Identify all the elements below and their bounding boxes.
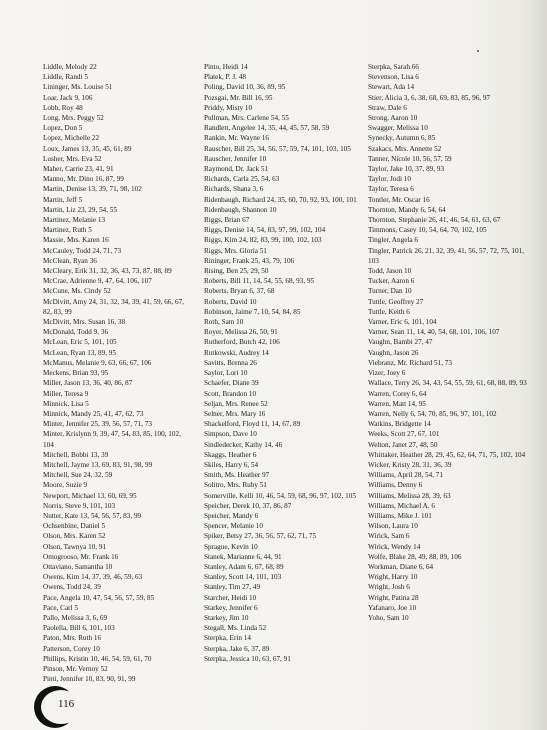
index-entry: Starkey, Jim 10 bbox=[204, 613, 249, 622]
speck-mark bbox=[477, 50, 479, 52]
index-entry: Riggs, Kim 24, 82, 83, 99, 100, 102, 103 bbox=[204, 236, 322, 245]
index-entry: Turner, Dan 10 bbox=[368, 287, 412, 296]
index-entry: Thornton, Stephanie 26, 41, 46, 54, 61, 63, 67 bbox=[368, 216, 501, 225]
index-entry: Olson, Tawnya 10, 91 bbox=[43, 542, 107, 551]
index-entry: Warren, Matt 14, 95 bbox=[368, 399, 426, 408]
index-entry: Richards, Shana 3, 6 bbox=[204, 185, 264, 194]
index-entry: Vaughn, Jason 26 bbox=[368, 348, 419, 357]
index-entry: Owens, Kim 14, 37, 39, 46, 59, 63 bbox=[43, 573, 143, 582]
index-entry: Norris, Steve 9, 101, 103 bbox=[43, 501, 116, 510]
index-entry: Loar, Jack 9, 106 bbox=[43, 93, 93, 102]
index-entry: Martinez, Ruth 5 bbox=[43, 226, 92, 235]
index-column-2 bbox=[204, 62, 363, 664]
index-entry: Massie, Mrs. Karen 16 bbox=[43, 236, 109, 245]
index-entry: Roberts, Bryan 6, 37, 68 bbox=[204, 287, 275, 296]
index-entry: Royer, Melissa 26, 50, 91 bbox=[204, 328, 278, 337]
index-entry: Stanley, Scott 14, 101, 103 bbox=[204, 573, 282, 582]
index-entry: Schaefer, Diane 39 bbox=[204, 379, 259, 388]
index-entry: Martin, Jeff 5 bbox=[43, 195, 83, 204]
index-entry: Wright, Patina 28 bbox=[368, 593, 419, 602]
index-entry: McCleary, Erik 31, 32, 36, 43, 73, 87, 88, 89 bbox=[43, 267, 172, 276]
index-entry: Sterpka, Sarah 66 bbox=[368, 63, 419, 71]
index-entry: Tanner, Nicole 10, 56, 57, 59 bbox=[368, 154, 452, 163]
index-column-1 bbox=[43, 62, 193, 684]
index-entry: Minnick, Lisa 5 bbox=[43, 399, 89, 408]
index-entry: Workman, Diane 6, 64 bbox=[368, 562, 434, 571]
index-entry: Paton, Mrs. Ruth 16 bbox=[43, 634, 102, 643]
index-entry: Pullman, Mrs. Carlene 54, 55 bbox=[204, 114, 289, 123]
index-entry: Saylor, Lori 10 bbox=[204, 369, 248, 378]
index-entry: Meckens, Brian 93, 95 bbox=[43, 369, 109, 378]
index-entry: Williams, Melissa 28, 39, 63 bbox=[368, 491, 451, 500]
index-entry: Stanley, Tim 27, 49 bbox=[204, 583, 261, 592]
index-entry: Minter, Krislynn 9, 39, 47, 54, 83, 85, 100, 102, 104 bbox=[43, 430, 181, 449]
index-entry: Ridenbaugh, Shannon 10 bbox=[204, 205, 277, 214]
index-entry: Wallace, Terry 26, 34, 43, 54, 55, 59, 61, 68, 88, 89, 93 bbox=[368, 379, 527, 388]
index-entry: Skiles, Harry 6, 54 bbox=[204, 460, 259, 469]
index-entry: Stegall, Ms. Linda 52 bbox=[204, 624, 267, 633]
index-entry: Sterpka, Erin 14 bbox=[204, 634, 251, 643]
index-entry: Lopez, Michelle 22 bbox=[43, 134, 100, 143]
index-entry: Lininger, Ms. Louise 51 bbox=[43, 83, 113, 92]
index-entry: Stanek, Marianne 6, 44, 91 bbox=[204, 552, 282, 561]
index-entry: Robinson, Jaime 7, 10, 54, 84, 85 bbox=[204, 307, 301, 316]
index-entry: Rauscher, Bill 25, 34, 56, 57, 59, 74, 101, 103, 105 bbox=[204, 144, 351, 153]
index-entry: Sterpka, Jessica 10, 63, 67, 91 bbox=[204, 654, 291, 663]
index-entry: Poling, David 10, 36, 89, 95 bbox=[204, 83, 286, 92]
index-entry: Williams, Denny 6 bbox=[368, 481, 423, 490]
index-entry: Warren, Corey 6, 64 bbox=[368, 389, 427, 398]
index-entry: Starkey, Jennifer 6 bbox=[204, 603, 258, 612]
index-entry: Vaughn, Bambi 27, 47 bbox=[368, 338, 433, 347]
index-entry: Pinson, Mr. Vernoy 52 bbox=[43, 664, 108, 673]
index-entry: Vizer, Joey 6 bbox=[368, 369, 406, 378]
index-entry: Rutherford, Butch 42, 106 bbox=[204, 338, 280, 347]
index-entry: Solitro, Mrs. Ruby 51 bbox=[204, 481, 267, 490]
index-entry: Phillips, Kristin 10, 46, 54, 59, 61, 70 bbox=[43, 654, 152, 663]
index-entry: Wicker, Kristy 28, 31, 36, 39 bbox=[368, 460, 452, 469]
index-entry: Manno, Mr. Dino 16, 87, 99 bbox=[43, 175, 124, 184]
index-column-3 bbox=[368, 62, 528, 623]
index-entry: Somerville, Kelli 10, 46, 54, 59, 68, 96, 97, 102, 105 bbox=[204, 491, 356, 500]
index-entry: Wolfe, Blake 28, 49, 88, 89, 106 bbox=[368, 552, 462, 561]
index-entry: Owens, Todd 24, 39 bbox=[43, 583, 101, 592]
index-entry: Mitchell, Sue 24, 32, 59 bbox=[43, 471, 113, 480]
index-entry: Roberts, Bill 11, 14, 54, 55, 68, 93, 95 bbox=[204, 277, 315, 286]
index-entry: Pinto, Heidi 14 bbox=[204, 63, 248, 71]
index-entry: Sprague, Kevin 10 bbox=[204, 542, 258, 551]
index-entry: Simpson, Dave 10 bbox=[204, 430, 257, 439]
index-entry: Raymond, Dr. Jack 51 bbox=[204, 165, 269, 174]
index-entry: Patterson, Corey 10 bbox=[43, 644, 100, 653]
index-entry: Ottaviano, Samantha 10 bbox=[43, 562, 113, 571]
index-entry: Williams, April 28, 54, 71 bbox=[368, 471, 443, 480]
index-entry: Tucker, Aaron 6 bbox=[368, 277, 415, 286]
index-entry: Nutter, Kate 13, 54, 56, 57, 83, 99 bbox=[43, 511, 142, 520]
index-entry: Paolella, Bill 6, 101, 103 bbox=[43, 624, 115, 633]
index-entry: Yoho, Sam 10 bbox=[368, 613, 409, 622]
index-entry: Tuttle, Geoffrey 27 bbox=[368, 297, 424, 306]
index-entry: Miller, Jason 13, 36, 40, 86, 87 bbox=[43, 379, 133, 388]
index-entry: Williams, Mike J. 101 bbox=[368, 511, 432, 520]
index-entry: Liddle, Randi 5 bbox=[43, 73, 88, 82]
index-entry: Speicher, Derek 10, 37, 86, 87 bbox=[204, 501, 292, 510]
index-entry: McLean, Eric 5, 101, 105 bbox=[43, 338, 117, 347]
index-entry: Roth, Sam 10 bbox=[204, 318, 244, 327]
index-entry: Yafanaro, Joe 10 bbox=[368, 603, 417, 612]
index-entry: Pinti, Jennifer 10, 83, 90, 91, 99 bbox=[43, 675, 136, 684]
index-entry: Watkins, Bridgette 14 bbox=[368, 420, 431, 429]
index-entry: Scott, Brandon 10 bbox=[204, 389, 257, 398]
index-entry: Rising, Ben 25, 29, 50 bbox=[204, 267, 269, 276]
index-entry: Sindledecker, Kathy 14, 46 bbox=[204, 440, 283, 449]
index-entry: Long, Mrs. Peggy 52 bbox=[43, 114, 104, 123]
index-entry: McDivitt, Amy 24, 31, 32, 34, 39, 41, 59, 66, 67, 82, 83, 99 bbox=[43, 297, 184, 316]
index-entry: Szakacs, Mrs. Annette 52 bbox=[368, 144, 442, 153]
page-number-badge bbox=[34, 686, 86, 726]
index-entry: Skaggs, Heather 6 bbox=[204, 450, 257, 459]
index-entry: Stewart, Ada 14 bbox=[368, 83, 415, 92]
index-entry: McLean, Ryan 13, 89, 95 bbox=[43, 348, 116, 357]
index-entry: Riggs, Denise 14, 54, 83, 97, 99, 102, 104 bbox=[204, 226, 326, 235]
index-entry: Rankin, Mr. Wayne 16 bbox=[204, 134, 269, 143]
index-entry: Starcher, Heidi 10 bbox=[204, 593, 257, 602]
index-entry: Wirick, Wendy 14 bbox=[368, 542, 421, 551]
index-entry: Omogrooso, Mr. Frank 16 bbox=[43, 552, 119, 561]
index-entry: Pace, Carl 5 bbox=[43, 603, 78, 612]
index-entry: Tuttle, Keith 6 bbox=[368, 307, 410, 316]
index-entry: Miller, Teresa 9 bbox=[43, 389, 89, 398]
index-entry: McClean, Ryan 36 bbox=[43, 256, 97, 265]
index-entry: Ridenbaugh, Richard 24, 35, 60, 70, 92, 93, 100, 101 bbox=[204, 195, 357, 204]
index-entry: Ochsenbine, Daniel 5 bbox=[43, 522, 106, 531]
index-entry: Rutkowski, Audrey 14 bbox=[204, 348, 269, 357]
index-entry: Mitchell, Bobbi 13, 39 bbox=[43, 450, 109, 459]
index-entry: Timmons, Casey 10, 54, 64, 70, 102, 105 bbox=[368, 226, 487, 235]
index-entry: Mitchell, Jayme 13, 69, 83, 91, 98, 99 bbox=[43, 460, 153, 469]
index-entry: Riggs, Mrs. Gloria 51 bbox=[204, 246, 267, 255]
index-entry: Viebranz, Mr. Richard 51, 73 bbox=[368, 358, 452, 367]
index-entry: Whittaker, Heather 28, 29, 45, 62, 64, 71, 75, 102, 104 bbox=[368, 450, 526, 459]
index-entry: Lopez, Don 5 bbox=[43, 124, 83, 133]
index-entry: McDivitt, Mrs. Susan 16, 38 bbox=[43, 318, 126, 327]
index-entry: Selner, Mrs. Mary 16 bbox=[204, 409, 266, 418]
index-entry: Straw, Dale 6 bbox=[368, 103, 407, 112]
index-entry: Lobb, Roy 48 bbox=[43, 103, 83, 112]
index-entry: Rauscher, Jennifer 10 bbox=[204, 154, 267, 163]
index-entry: Minnick, Mandy 25, 41, 47, 62, 73 bbox=[43, 409, 144, 418]
index-entry: Liddle, Melody 22 bbox=[43, 63, 97, 71]
index-entry: Martinez, Melanie 13 bbox=[43, 216, 106, 225]
index-entry: Thornton, Mandy 6, 54, 64 bbox=[368, 205, 446, 214]
index-entry: Platek, P. J. 48 bbox=[204, 73, 246, 82]
index-entry: Minter, Jennifer 25, 39, 56, 57, 71, 73 bbox=[43, 420, 152, 429]
index-entry: Synecky, Autumn 6, 85 bbox=[368, 134, 436, 143]
index-entry: Varner, Eric 6, 101, 104 bbox=[368, 318, 437, 327]
index-entry: Martin, Denise 13, 39, 71, 98, 102 bbox=[43, 185, 142, 194]
index-entry: Shackelford, Floyd 11, 14, 67, 89 bbox=[204, 420, 301, 429]
index-entry: Martin, Liz 23, 29, 54, 55 bbox=[43, 205, 118, 214]
index-entry: Sterpka, Jake 6, 37, 89 bbox=[204, 644, 270, 653]
index-entry: Roberts, David 10 bbox=[204, 297, 257, 306]
index-entry: Moore, Suzie 9 bbox=[43, 481, 88, 490]
index-entry: Olson, Mrs. Karen 52 bbox=[43, 532, 106, 541]
index-entry: Taylor, Teresa 6 bbox=[368, 185, 414, 194]
index-entry: Loux, James 13, 35, 45, 61, 89 bbox=[43, 144, 132, 153]
index-entry: Taylor, Jodi 10 bbox=[368, 175, 411, 184]
index-entry: Stevenson, Lisa 6 bbox=[368, 73, 419, 82]
index-entry: Richards, Carla 25, 54, 63 bbox=[204, 175, 280, 184]
index-entry: Stier, Alicia 3, 6, 38, 68, 69, 83, 85, 96, 97 bbox=[368, 93, 491, 102]
index-entry: Tingler, Angela 6 bbox=[368, 236, 418, 245]
index-entry: Weeks, Scott 27, 67, 101 bbox=[368, 430, 440, 439]
index-entry: Maher, Carrie 23, 41, 91 bbox=[43, 165, 114, 174]
index-entry: Seljan, Mrs. Renee 52 bbox=[204, 399, 268, 408]
index-entry: Pace, Angela 10, 47, 54, 56, 57, 59, 85 bbox=[43, 593, 155, 602]
index-entry: McDonald, Todd 9, 36 bbox=[43, 328, 109, 337]
index-entry: Swagger, Melissa 10 bbox=[368, 124, 428, 133]
index-entry: Strong, Aaron 10 bbox=[368, 114, 418, 123]
index-entry: Spiker, Betsy 27, 36, 56, 57, 62, 71, 75 bbox=[204, 532, 317, 541]
index-entry: Rininger, Frank 25, 43, 79, 106 bbox=[204, 256, 295, 265]
index-entry: Wright, Harry 10 bbox=[368, 573, 418, 582]
index-entry: Spencer, Melanie 10 bbox=[204, 522, 263, 531]
index-entry: Speicher, Mandy 6 bbox=[204, 511, 259, 520]
page-number: 116 bbox=[58, 698, 75, 710]
index-entry: Warren, Nelly 6, 54, 70, 85, 96, 97, 101, 102 bbox=[368, 409, 497, 418]
index-entry: Tingler, Patrick 26, 21, 32, 39, 41, 56, 57, 72, 75, 101, 103 bbox=[368, 246, 524, 265]
index-entry: Wirick, Sam 6 bbox=[368, 532, 410, 541]
index-entry: McCune, Ms. Cindy 52 bbox=[43, 287, 111, 296]
index-entry: Priddy, Misty 10 bbox=[204, 103, 253, 112]
index-entry: Lusher, Mrs. Eva 52 bbox=[43, 154, 102, 163]
index-entry: Taylor, Jake 10, 37, 89, 93 bbox=[368, 165, 445, 174]
index-entry: Stanley, Adam 6, 67, 68, 89 bbox=[204, 562, 284, 571]
index-entry: Tontler, Mr. Oscar 16 bbox=[368, 195, 430, 204]
index-entry: Riggs, Brian 67 bbox=[204, 216, 250, 225]
index-entry: Todd, Jason 10 bbox=[368, 267, 412, 276]
index-entry: Varner, Sean 11, 14, 40, 54, 68, 101, 106, 107 bbox=[368, 328, 500, 337]
index-entry: Savitts, Brenna 26 bbox=[204, 358, 257, 367]
index-entry: Williams, Michael A. 6 bbox=[368, 501, 435, 510]
index-entry: Wright, Josh 6 bbox=[368, 583, 410, 592]
index-entry: Welton, Janet 27, 48, 50 bbox=[368, 440, 438, 449]
index-entry: McManus, Melanie 9, 63, 66, 67, 106 bbox=[43, 358, 152, 367]
index-entry: McCauley, Todd 24, 71, 73 bbox=[43, 246, 122, 255]
index-entry: Pallo, Melissa 3, 6, 69 bbox=[43, 613, 108, 622]
index-entry: Smith, Ms. Heather 97 bbox=[204, 471, 270, 480]
index-entry: Wilson, Laura 10 bbox=[368, 522, 418, 531]
index-entry: Randlett, Angelee 14, 35, 44, 45, 57, 58, 59 bbox=[204, 124, 330, 133]
index-entry: Newport, Michael 13, 60, 69, 95 bbox=[43, 491, 137, 500]
index-entry: Pozsgai, Mr. Bill 16, 95 bbox=[204, 93, 273, 102]
index-entry: McCrae, Adrienne 9, 47, 64, 106, 107 bbox=[43, 277, 152, 286]
